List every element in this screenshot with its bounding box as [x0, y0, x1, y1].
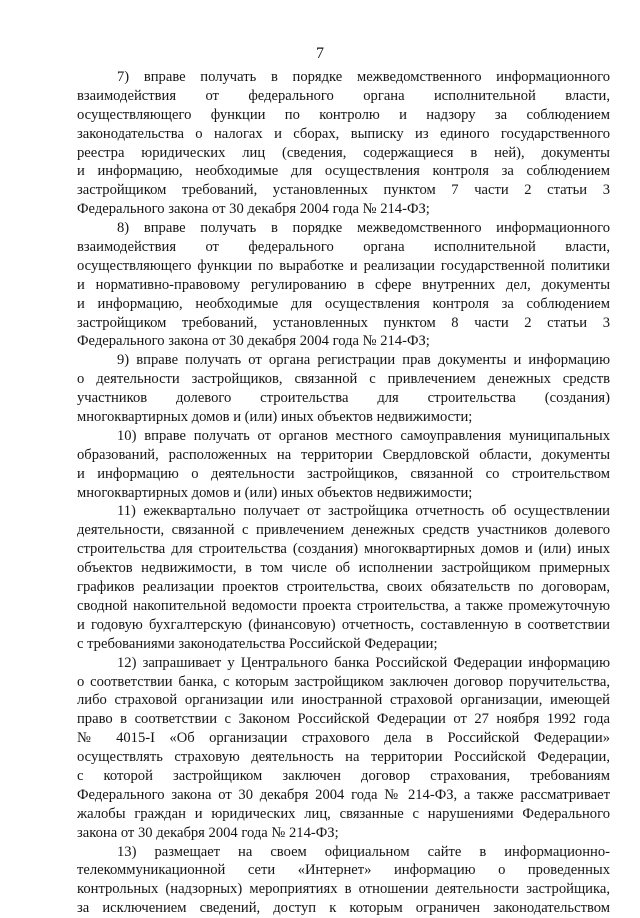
text-line: реестра юридических лиц (сведения, содержащиеся в ней), документы	[77, 144, 610, 161]
text-line: телекоммуникационной сети «Интернет» информацию о проведенных	[77, 862, 610, 879]
text-line: контрольных (надзорных) мероприятиях в отношении деятельности застройщика,	[77, 881, 610, 898]
text-line: законодательства о налогах и сборах, выписку из единого государственного	[77, 125, 610, 142]
text-line: и информацию, необходимые для осуществления контроля за соблюдением	[77, 295, 610, 312]
text-line: осуществляющего функции по выработке и реализации государственной политики	[77, 257, 610, 274]
text-line: за исключением сведений, доступ к которым ограничен законодательством	[77, 900, 610, 917]
text-line: либо страховой организации или иностранной страховой организации, имеющей	[77, 692, 610, 709]
text-line: право в соответствии с Законом Российской Федерации от 27 ноября 1992 года	[77, 711, 610, 728]
text-line: взаимодействия от федерального органа исполнительной власти,	[77, 239, 610, 256]
text-line: закона от 30 декабря 2004 года № 214-ФЗ;	[77, 824, 339, 841]
text-line: строительства для строительства (создания) многоквартирных домов и (или) иных	[77, 541, 610, 558]
text-line: и годовую бухгалтерскую (финансовую) отчетность, составленную в соответствии	[77, 616, 610, 633]
text-line: о деятельности застройщиков, связанной с привлечением денежных средств	[77, 371, 610, 388]
text-line: объектов недвижимости, в том числе об исполнении застройщиком примерных	[77, 560, 610, 577]
text-line: с которой застройщиком заключен договор страхования, требованиям	[77, 767, 610, 784]
document-body	[77, 68, 610, 918]
text-line: 13) размещает на своем официальном сайте в информационно-	[117, 843, 610, 860]
text-line: и нормативно-правовому регулированию в сфере внутренних дел, документы	[77, 276, 610, 293]
text-line: жалобы граждан и юридических лиц, связанные с нарушениями Федерального	[77, 805, 610, 822]
text-line: 12) запрашивает у Центрального банка Российской Федерации информацию	[117, 654, 610, 671]
text-line: многоквартирных домов и (или) иных объектов недвижимости;	[77, 484, 473, 501]
text-line: осуществлять страховую деятельность на территории Российской Федерации,	[77, 749, 610, 766]
text-line: сводной накопительной ведомости проекта строительства, а также промежуточную	[77, 597, 610, 614]
text-line: о соответствии банка, с которым застройщиком заключен договор поручительства,	[77, 673, 610, 690]
text-line: 7) вправе получать в порядке межведомственного информационного	[117, 69, 610, 85]
text-line: 9) вправе получать от органа регистрации прав документы и информацию	[117, 352, 610, 369]
text-line: участников долевого строительства для строительства (создания)	[77, 390, 610, 407]
text-line: и информацию, необходимые для осуществления контроля за соблюдением	[77, 163, 610, 180]
text-line: с требованиями законодательства Российской Федерации;	[77, 635, 438, 652]
text-line: графиков реализации проектов строительства, своих обязательств по договорам,	[77, 579, 610, 596]
text-line: № 4015-I «Об организации страхового дела в Российской Федерации»	[77, 730, 610, 747]
text-line: 11) ежеквартально получает от застройщика отчетность об осуществлении	[117, 503, 610, 520]
text-line: 8) вправе получать в порядке межведомственного информационного	[117, 220, 610, 237]
text-line: застройщиком требований, установленных пунктом 7 части 2 статьи 3	[77, 182, 610, 199]
text-line: Федерального закона от 30 декабря 2004 года № 214-ФЗ, а также рассматривает	[77, 786, 610, 803]
text-line: деятельности, связанной с привлечением денежных средств участников долевого	[77, 522, 610, 539]
text-line: Федерального закона от 30 декабря 2004 года № 214-ФЗ;	[77, 201, 430, 218]
text-line: Федерального закона от 30 декабря 2004 года № 214-ФЗ;	[77, 333, 430, 350]
page-number: 7	[316, 45, 324, 62]
text-line: многоквартирных домов и (или) иных объектов недвижимости;	[77, 409, 473, 426]
text-line: застройщиком требований, установленных пунктом 8 части 2 статьи 3	[77, 314, 610, 331]
text-line: осуществляющего функции по контролю и надзору за соблюдением	[77, 106, 610, 123]
text-line: взаимодействия от федерального органа исполнительной власти,	[77, 87, 610, 104]
text-line: образований, расположенных на территории Свердловской области, документы	[77, 446, 610, 463]
text-line: и информацию о деятельности застройщиков, связанной со строительством	[77, 465, 610, 482]
text-line: 10) вправе получать от органов местного самоуправления муниципальных	[117, 427, 610, 444]
